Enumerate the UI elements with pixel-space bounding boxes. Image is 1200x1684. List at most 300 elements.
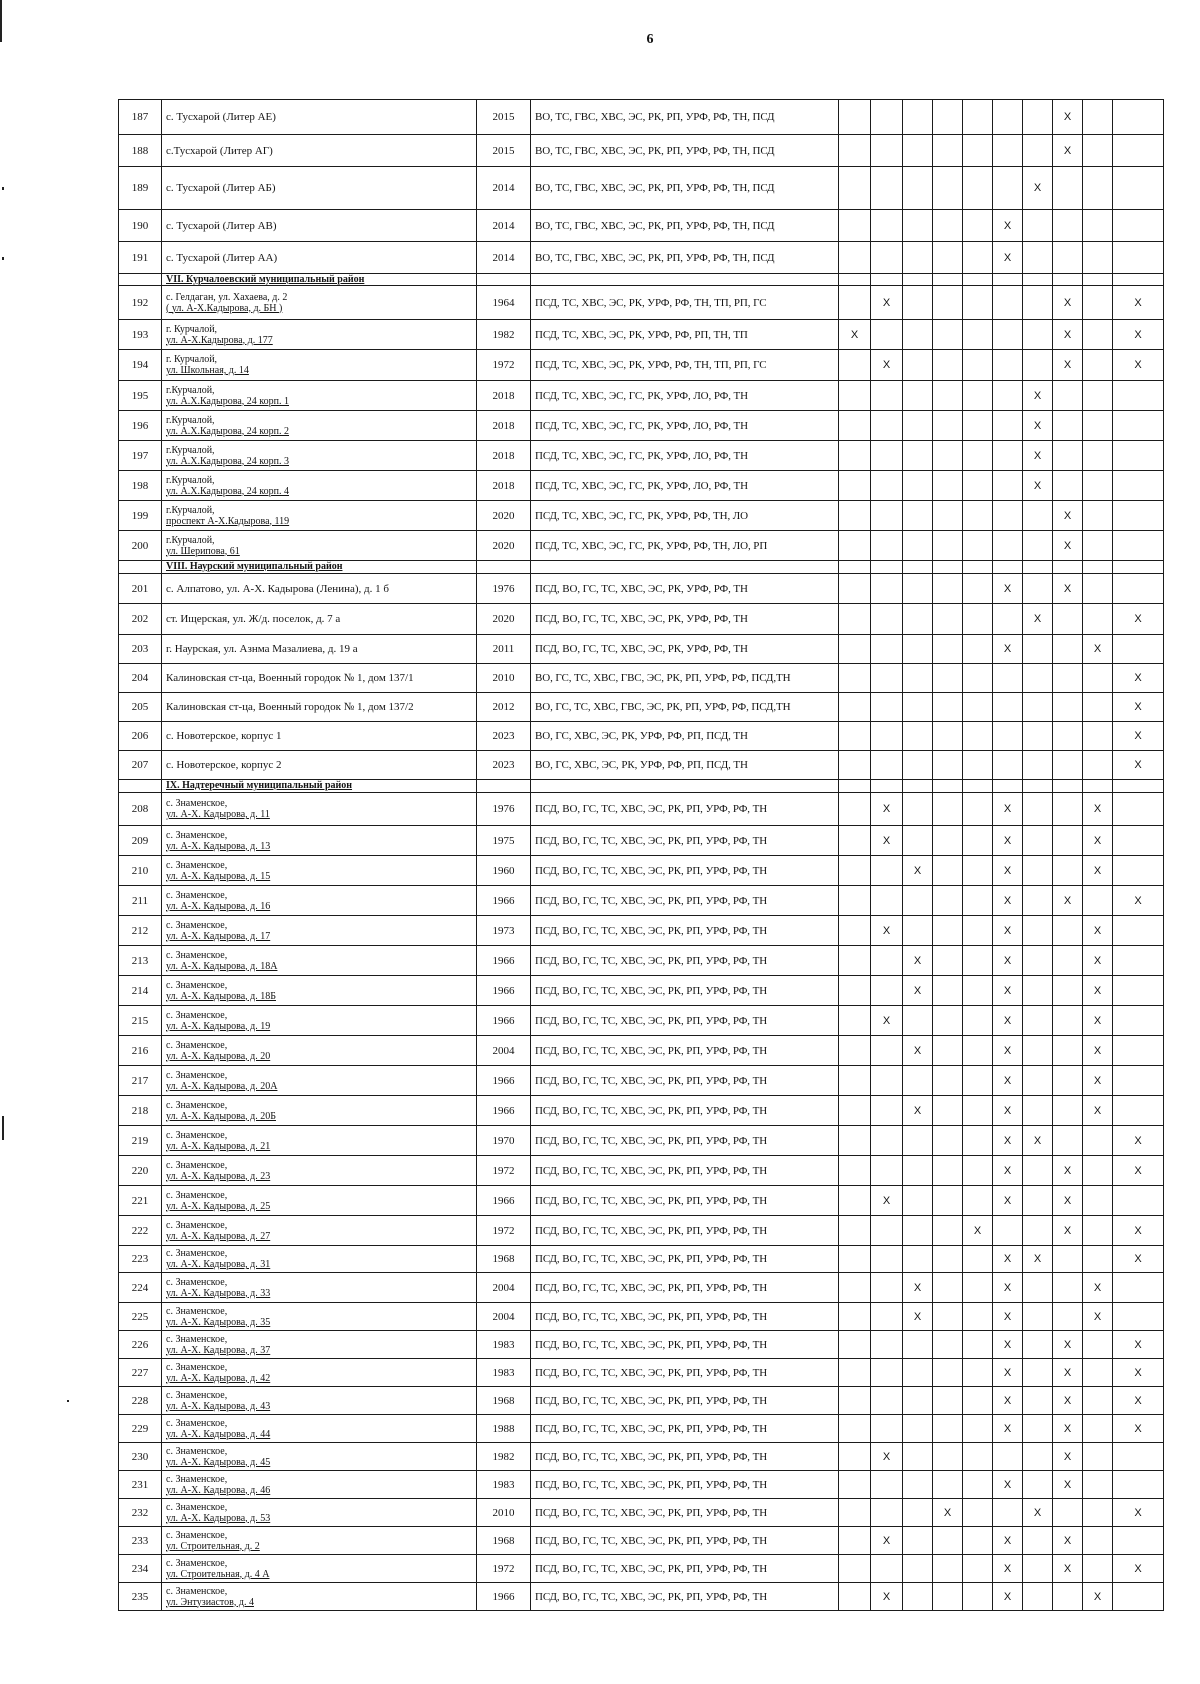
check-mark-cell: X [1053, 1156, 1083, 1186]
check-mark-cell [1023, 1359, 1053, 1387]
address-line: с. Знаменское, [166, 1585, 228, 1597]
check-mark-cell: X [1083, 793, 1113, 826]
address-line: ( ул. А-Х.Кадырова, д. БН ) [166, 302, 283, 314]
table-row [119, 167, 1164, 210]
check-mark-cell [1023, 210, 1053, 242]
check-mark-cell [1023, 1006, 1053, 1036]
row-number: 222 [119, 1216, 162, 1246]
register-table-body [119, 100, 1164, 1611]
check-mark-cell [1113, 946, 1164, 976]
services-list: ПСД, ТС, ХВС, ЭС, РК, УРФ, РФ, ТН, ТП, РП, ГС [531, 350, 839, 381]
check-mark-cell [871, 886, 903, 916]
check-mark-cell: X [1053, 886, 1083, 916]
check-mark-cell [963, 100, 993, 135]
address-line: ул. А-Х. Кадырова, д. 16 [166, 900, 271, 912]
address-line: с. Знаменское, [166, 1248, 228, 1259]
table-row [119, 1471, 1164, 1499]
check-mark-cell [1023, 693, 1053, 722]
year-built: 1966 [477, 1583, 531, 1611]
check-mark-cell [1023, 350, 1053, 381]
address-line: с. Знаменское, [166, 1276, 228, 1288]
check-mark-cell [963, 1359, 993, 1387]
address-cell [162, 693, 477, 722]
check-mark-cell [839, 381, 871, 411]
row-number: 221 [119, 1186, 162, 1216]
check-mark-cell [1023, 664, 1053, 693]
check-cell [871, 274, 903, 286]
check-mark-cell [993, 531, 1023, 561]
address-line: с. Знаменское, [166, 1129, 228, 1141]
check-mark-cell: X [1113, 320, 1164, 350]
check-mark-cell [839, 574, 871, 604]
address-line: ул. А-Х. Кадырова, д. 35 [166, 1316, 271, 1328]
check-cell [1053, 780, 1083, 793]
address-cell [162, 1499, 477, 1527]
check-mark-cell [1113, 574, 1164, 604]
year-built: 1968 [477, 1246, 531, 1273]
check-mark-cell [839, 1036, 871, 1066]
check-mark-cell [933, 664, 963, 693]
check-mark-cell [1023, 826, 1053, 856]
address-line: проспект А-Х.Кадырова, 119 [166, 515, 290, 527]
check-mark-cell [839, 751, 871, 780]
check-mark-cell [1083, 381, 1113, 411]
check-mark-cell [1083, 320, 1113, 350]
check-mark-cell [963, 1096, 993, 1126]
check-mark-cell [903, 411, 933, 441]
check-cell [963, 274, 993, 286]
check-mark-cell [1083, 135, 1113, 167]
check-mark-cell [903, 793, 933, 826]
check-mark-cell [933, 1126, 963, 1156]
check-mark-cell: X [1053, 1186, 1083, 1216]
check-mark-cell: X [903, 1303, 933, 1331]
check-mark-cell [871, 1066, 903, 1096]
check-mark-cell: X [1053, 501, 1083, 531]
check-mark-cell [903, 1066, 933, 1096]
check-mark-cell: X [1053, 1527, 1083, 1555]
row-number: 200 [119, 531, 162, 561]
check-mark-cell [1083, 1387, 1113, 1415]
address-line: с. Знаменское, [166, 1099, 228, 1111]
check-mark-cell [1023, 1527, 1053, 1555]
check-mark-cell [1053, 210, 1083, 242]
section-row [119, 274, 1164, 286]
check-mark-cell [933, 135, 963, 167]
services-list: ВО, ТС, ГВС, ХВС, ЭС, РК, РП, УРФ, РФ, ТН, ПСД [531, 100, 839, 135]
check-mark-cell: X [993, 1096, 1023, 1126]
check-mark-cell [933, 411, 963, 441]
check-mark-cell [903, 1126, 933, 1156]
check-mark-cell [993, 441, 1023, 471]
check-mark-cell: X [871, 916, 903, 946]
services-list: ПСД, ВО, ГС, ТС, ХВС, ЭС, РК, РП, УРФ, РФ, ТН [531, 1066, 839, 1096]
services-list: ПСД, ВО, ГС, ТС, ХВС, ЭС, РК, УРФ, РФ, ТН [531, 604, 839, 635]
check-mark-cell [871, 1273, 903, 1303]
table-row [119, 1303, 1164, 1331]
check-mark-cell [1023, 1036, 1053, 1066]
check-mark-cell [1023, 916, 1053, 946]
row-number: 189 [119, 167, 162, 210]
table-row [119, 856, 1164, 886]
row-number: 205 [119, 693, 162, 722]
check-mark-cell [993, 1499, 1023, 1527]
check-mark-cell [903, 1527, 933, 1555]
check-mark-cell: X [993, 1471, 1023, 1499]
check-mark-cell [839, 1273, 871, 1303]
check-cell [933, 561, 963, 574]
check-mark-cell [903, 1006, 933, 1036]
address-line: г. Наурская, ул. Азнма Мазалиева, д. 19 а [166, 643, 358, 655]
row-number: 203 [119, 635, 162, 664]
check-mark-cell [839, 793, 871, 826]
check-mark-cell [963, 501, 993, 531]
check-mark-cell [1083, 441, 1113, 471]
check-mark-cell [1023, 1066, 1053, 1096]
check-mark-cell [933, 1303, 963, 1331]
table-row [119, 916, 1164, 946]
table-row [119, 1096, 1164, 1126]
check-cell [903, 780, 933, 793]
check-mark-cell [903, 1415, 933, 1443]
check-mark-cell [839, 1555, 871, 1583]
check-cell [1083, 274, 1113, 286]
check-mark-cell [1053, 1006, 1083, 1036]
check-mark-cell [839, 1216, 871, 1246]
check-cell [839, 780, 871, 793]
table-row [119, 826, 1164, 856]
services-list: ПСД, ТС, ХВС, ЭС, ГС, РК, УРФ, РФ, ТН, ЛО [531, 501, 839, 531]
check-mark-cell [933, 100, 963, 135]
address-line: с. Знаменское, [166, 1557, 228, 1569]
table-row [119, 1499, 1164, 1527]
address-line: ул. А-Х. Кадырова, д. 37 [166, 1344, 271, 1356]
address-cell [162, 471, 477, 501]
check-mark-cell [1083, 471, 1113, 501]
check-mark-cell [871, 1359, 903, 1387]
table-row [119, 635, 1164, 664]
check-mark-cell [993, 501, 1023, 531]
check-mark-cell [1113, 826, 1164, 856]
year-built: 2014 [477, 167, 531, 210]
check-mark-cell: X [963, 1216, 993, 1246]
row-number: 195 [119, 381, 162, 411]
year-built: 2015 [477, 135, 531, 167]
row-number: 207 [119, 751, 162, 780]
address-line: ул. А.Х.Кадырова, 24 корп. 4 [166, 485, 290, 497]
check-mark-cell [933, 1066, 963, 1096]
check-mark-cell: X [1053, 350, 1083, 381]
table-row [119, 1216, 1164, 1246]
check-mark-cell [871, 1126, 903, 1156]
year-built: 1966 [477, 946, 531, 976]
row-number: 199 [119, 501, 162, 531]
check-mark-cell [903, 1156, 933, 1186]
check-mark-cell [933, 242, 963, 274]
check-mark-cell: X [993, 826, 1023, 856]
check-mark-cell [1083, 210, 1113, 242]
check-mark-cell [903, 1555, 933, 1583]
check-mark-cell [933, 916, 963, 946]
address-line: ул. Энтузиастов, д. 4 [166, 1596, 254, 1608]
scan-artifact [2, 187, 4, 190]
year-built: 1976 [477, 574, 531, 604]
check-mark-cell [963, 1555, 993, 1583]
table-row [119, 1273, 1164, 1303]
check-mark-cell: X [1113, 886, 1164, 916]
check-mark-cell [839, 286, 871, 320]
check-mark-cell [963, 210, 993, 242]
check-mark-cell [871, 1331, 903, 1359]
address-cell [162, 1273, 477, 1303]
check-mark-cell: X [1113, 1331, 1164, 1359]
check-mark-cell: X [993, 976, 1023, 1006]
check-mark-cell [963, 1387, 993, 1415]
check-mark-cell [903, 381, 933, 411]
check-mark-cell [839, 1331, 871, 1359]
check-mark-cell: X [1113, 1359, 1164, 1387]
check-mark-cell [1113, 531, 1164, 561]
check-mark-cell [839, 350, 871, 381]
address-line: с. Знаменское, [166, 1069, 228, 1081]
services-list: ПСД, ТС, ХВС, ЭС, ГС, РК, УРФ, ЛО, РФ, ТН [531, 411, 839, 441]
table-row [119, 411, 1164, 441]
check-mark-cell [1083, 167, 1113, 210]
check-mark-cell [871, 1555, 903, 1583]
check-mark-cell: X [871, 1186, 903, 1216]
check-mark-cell [993, 381, 1023, 411]
address-cell [162, 722, 477, 751]
address-cell [162, 856, 477, 886]
check-mark-cell [1023, 286, 1053, 320]
check-mark-cell: X [1023, 1126, 1053, 1156]
check-mark-cell [839, 100, 871, 135]
table-row [119, 210, 1164, 242]
check-mark-cell [903, 635, 933, 664]
check-mark-cell [993, 286, 1023, 320]
check-mark-cell [1083, 242, 1113, 274]
check-mark-cell [963, 286, 993, 320]
address-line: ул. А-Х. Кадырова, д. 46 [166, 1484, 271, 1496]
services-list: ПСД, ВО, ГС, ТС, ХВС, ЭС, РК, РП, УРФ, РФ, ТН [531, 793, 839, 826]
table-row [119, 1331, 1164, 1359]
section-title: IX. Надтеречный муниципальный район [162, 780, 477, 793]
check-mark-cell [903, 441, 933, 471]
check-mark-cell [903, 722, 933, 751]
check-mark-cell: X [1083, 635, 1113, 664]
check-mark-cell [1023, 1303, 1053, 1331]
address-line: ул. А-Х. Кадырова, д. 27 [166, 1230, 271, 1242]
check-cell [1083, 561, 1113, 574]
check-mark-cell [963, 381, 993, 411]
year-built: 2012 [477, 693, 531, 722]
row-number: 228 [119, 1387, 162, 1415]
address-line: Калиновская ст-ца, Военный городок № 1, дом 137/2 [166, 701, 414, 713]
year-built: 1968 [477, 1527, 531, 1555]
check-mark-cell [1083, 1471, 1113, 1499]
check-mark-cell: X [993, 1555, 1023, 1583]
table-row [119, 976, 1164, 1006]
services-list: ПСД, ВО, ГС, ТС, ХВС, ЭС, РК, РП, УРФ, РФ, ТН [531, 1273, 839, 1303]
address-line: ул. А-Х. Кадырова, д. 33 [166, 1287, 271, 1299]
row-number: 214 [119, 976, 162, 1006]
check-mark-cell [1083, 693, 1113, 722]
row-number: 202 [119, 604, 162, 635]
check-mark-cell [839, 856, 871, 886]
section-title: VII. Курчалоевский муниципальный район [162, 274, 477, 286]
check-mark-cell [963, 751, 993, 780]
check-mark-cell [933, 1471, 963, 1499]
table-row [119, 320, 1164, 350]
address-line: ул. А-Х. Кадырова, д. 43 [166, 1400, 271, 1412]
check-mark-cell: X [1083, 946, 1113, 976]
check-mark-cell [839, 1443, 871, 1471]
address-line: с. Знаменское, [166, 979, 228, 991]
check-mark-cell: X [993, 1303, 1023, 1331]
check-mark-cell [993, 664, 1023, 693]
check-mark-cell [903, 100, 933, 135]
address-line: г.Курчалой, [166, 444, 215, 456]
check-mark-cell [1053, 242, 1083, 274]
check-mark-cell [1023, 1273, 1053, 1303]
check-mark-cell [1023, 1387, 1053, 1415]
check-mark-cell: X [1113, 350, 1164, 381]
check-mark-cell: X [839, 320, 871, 350]
check-mark-cell [839, 531, 871, 561]
check-cell [903, 274, 933, 286]
check-mark-cell: X [871, 350, 903, 381]
address-line: с. Знаменское, [166, 1305, 228, 1317]
address-line: ул. А-Х. Кадырова, д. 17 [166, 930, 271, 942]
address-cell [162, 1066, 477, 1096]
row-number: 208 [119, 793, 162, 826]
check-mark-cell [903, 167, 933, 210]
address-line: с. Знаменское, [166, 1417, 228, 1429]
check-mark-cell [1023, 635, 1053, 664]
check-mark-cell [1113, 1036, 1164, 1066]
check-mark-cell [933, 320, 963, 350]
services-list: ВО, ГС, ТС, ХВС, ГВС, ЭС, РК, РП, УРФ, РФ, ПСД,ТН [531, 664, 839, 693]
check-mark-cell [933, 1096, 963, 1126]
section-title: VIII. Наурский муниципальный район [162, 561, 477, 574]
row-number: 187 [119, 100, 162, 135]
address-line: г. Курчалой, [166, 354, 218, 365]
check-mark-cell: X [993, 1331, 1023, 1359]
row-number: 188 [119, 135, 162, 167]
check-mark-cell [903, 135, 933, 167]
check-mark-cell [963, 856, 993, 886]
check-mark-cell [963, 1126, 993, 1156]
check-mark-cell: X [993, 242, 1023, 274]
check-mark-cell [1023, 531, 1053, 561]
check-mark-cell [963, 1443, 993, 1471]
check-mark-cell: X [993, 886, 1023, 916]
check-mark-cell [963, 350, 993, 381]
year-built: 2015 [477, 100, 531, 135]
check-mark-cell: X [1083, 1303, 1113, 1331]
row-number: 233 [119, 1527, 162, 1555]
check-mark-cell [871, 693, 903, 722]
table-row [119, 1415, 1164, 1443]
check-mark-cell [1023, 574, 1053, 604]
address-line: ул. Шерипова, 61 [166, 545, 240, 557]
year-built: 2020 [477, 604, 531, 635]
address-line: с. Новотерское, корпус 1 [166, 730, 282, 742]
check-mark-cell [1023, 976, 1053, 1006]
year-built: 2010 [477, 1499, 531, 1527]
check-mark-cell [1113, 167, 1164, 210]
check-cell [1113, 780, 1164, 793]
check-mark-cell [933, 693, 963, 722]
check-cell [1023, 780, 1053, 793]
services-list: ВО, ГС, ХВС, ЭС, РК, УРФ, РФ, РП, ПСД, ТН [531, 751, 839, 780]
check-mark-cell [903, 501, 933, 531]
check-mark-cell [1023, 793, 1053, 826]
table-row [119, 381, 1164, 411]
check-mark-cell [903, 1443, 933, 1471]
row-number: 217 [119, 1066, 162, 1096]
check-mark-cell [1083, 1186, 1113, 1216]
check-mark-cell [963, 1066, 993, 1096]
year-built: 1960 [477, 856, 531, 886]
check-mark-cell [871, 411, 903, 441]
check-mark-cell [903, 1216, 933, 1246]
address-line: ул. А-Х. Кадырова, д. 42 [166, 1372, 271, 1384]
check-mark-cell [871, 722, 903, 751]
address-cell [162, 1359, 477, 1387]
check-mark-cell: X [1053, 531, 1083, 561]
check-mark-cell [963, 471, 993, 501]
check-mark-cell: X [1023, 411, 1053, 441]
scan-artifact [67, 1400, 69, 1402]
check-mark-cell [1083, 722, 1113, 751]
row-number: 218 [119, 1096, 162, 1126]
check-mark-cell: X [1113, 1387, 1164, 1415]
check-mark-cell: X [993, 1066, 1023, 1096]
address-line: с. Знаменское, [166, 949, 228, 961]
check-mark-cell [993, 135, 1023, 167]
section-services-cell [531, 780, 839, 793]
check-mark-cell [933, 1246, 963, 1273]
year-built: 1983 [477, 1331, 531, 1359]
check-mark-cell [933, 946, 963, 976]
check-mark-cell [993, 100, 1023, 135]
address-line: г.Курчалой, [166, 414, 215, 426]
address-line: с. Знаменское, [166, 1361, 228, 1373]
check-cell [933, 780, 963, 793]
table-row [119, 751, 1164, 780]
row-number: 231 [119, 1471, 162, 1499]
row-number: 223 [119, 1246, 162, 1273]
check-mark-cell [839, 976, 871, 1006]
check-mark-cell [1083, 604, 1113, 635]
check-mark-cell: X [871, 793, 903, 826]
check-mark-cell [839, 946, 871, 976]
check-cell [1053, 274, 1083, 286]
check-cell [993, 274, 1023, 286]
check-mark-cell [871, 1387, 903, 1415]
address-cell [162, 242, 477, 274]
check-mark-cell [993, 411, 1023, 441]
check-mark-cell [933, 441, 963, 471]
check-mark-cell [839, 501, 871, 531]
services-list: ПСД, ВО, ГС, ТС, ХВС, ЭС, РК, УРФ, РФ, ТН [531, 635, 839, 664]
check-mark-cell [963, 1499, 993, 1527]
services-list: ПСД, ВО, ГС, ТС, ХВС, ЭС, РК, РП, УРФ, РФ, ТН [531, 886, 839, 916]
address-line: г.Курчалой, [166, 474, 215, 486]
check-mark-cell [1113, 1066, 1164, 1096]
check-mark-cell [839, 1066, 871, 1096]
